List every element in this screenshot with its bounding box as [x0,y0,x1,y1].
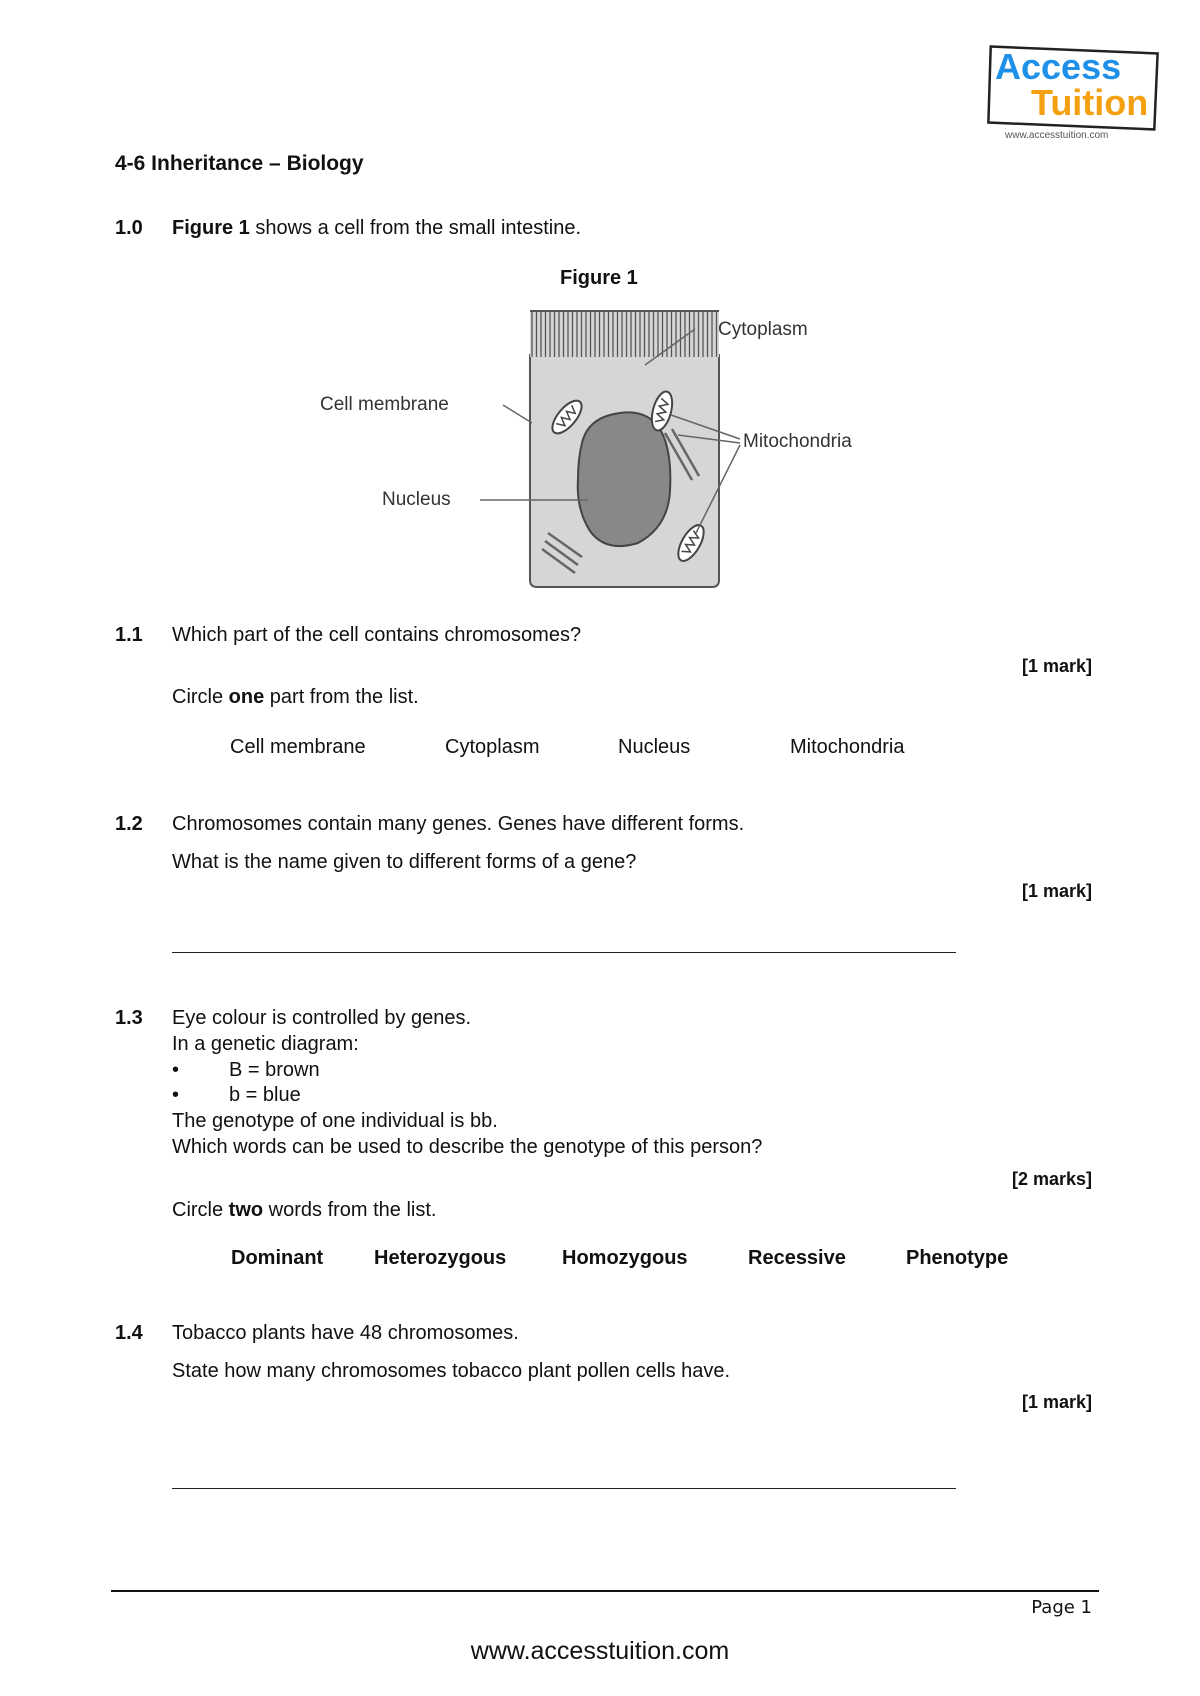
marks-label: [1 mark] [1021,656,1092,676]
question-number: 1.1 [115,624,143,646]
instruction-bold: two [228,1199,264,1221]
label-cytoplasm: Cytoplasm [718,319,808,340]
option-cytoplasm[interactable]: Cytoplasm [445,736,540,758]
question-text-4: Which words can be used to describe the genotype of this person? [172,1136,763,1158]
option-mitochondria[interactable]: Mitochondria [790,736,905,758]
question-text: Which part of the cell contains chromosomes? [172,624,582,646]
option-phenotype[interactable]: Phenotype [906,1247,1009,1269]
question-text-2: State how many chromosomes tobacco plant pollen cells have. [172,1360,731,1382]
microvilli [530,311,719,357]
bullet-2 [172,1084,301,1107]
bullet-dot: • [172,1084,180,1106]
question-text: Eye colour is controlled by genes. [172,1007,472,1029]
answer-line[interactable] [172,1488,956,1489]
question-number: 1.2 [115,813,143,835]
access-tuition-logo [985,42,1163,142]
footer-url[interactable]: www.accesstuition.com [470,1637,730,1665]
instruction-bold: one [228,686,265,708]
cell-diagram [320,295,900,605]
question-text-2: In a genetic diagram: [172,1033,359,1055]
bullet-dot: • [172,1059,180,1081]
question-number: 1.3 [115,1007,143,1029]
option-dominant[interactable]: Dominant [231,1247,324,1269]
answer-line[interactable] [172,952,956,953]
option-nucleus[interactable]: Nucleus [618,736,691,758]
bullet-1 [172,1059,320,1082]
label-mitochondria: Mitochondria [743,431,852,452]
figure-ref-bold: Figure 1 [172,217,250,239]
page-number: Page 1 [1031,1597,1092,1618]
logo-line1: Access [995,46,1122,87]
option-homozygous[interactable]: Homozygous [562,1247,688,1269]
logo-line2: Tuition [1031,82,1149,123]
marks-label: [1 mark] [1021,881,1092,901]
question-text-2: What is the name given to different forms of a gene? [172,851,637,873]
instruction-text: Circle [172,1199,229,1221]
instruction-text-end: words from the list. [263,1199,437,1221]
instruction-text: Circle [172,686,229,708]
question-text-3: The genotype of one individual is bb. [172,1110,498,1132]
bullet-text: b = blue [229,1084,301,1106]
question-text: shows a cell from the small intestine. [249,217,582,239]
question-number: 1.0 [115,217,143,239]
marks-label: [1 mark] [1021,1392,1092,1412]
label-nucleus: Nucleus [382,489,451,510]
bullet-text: B = brown [229,1059,320,1081]
question-text: Chromosomes contain many genes. Genes have different forms. [172,813,745,835]
document-title: 4-6 Inheritance – Biology [115,152,364,175]
instruction-text-end: part from the list. [264,686,419,708]
question-number: 1.4 [115,1322,143,1344]
option-heterozygous[interactable]: Heterozygous [374,1247,507,1269]
footer-divider [111,1590,1099,1592]
question-text: Tobacco plants have 48 chromosomes. [172,1322,519,1344]
label-cell-membrane: Cell membrane [320,394,449,415]
figure-caption: Figure 1 [560,267,638,289]
option-cell-membrane[interactable]: Cell membrane [230,736,366,758]
option-recessive[interactable]: Recessive [748,1247,846,1269]
logo-url: www.accesstuition.com [1005,130,1109,141]
nucleus-shape [578,412,671,546]
marks-label: [2 marks] [1011,1169,1092,1189]
